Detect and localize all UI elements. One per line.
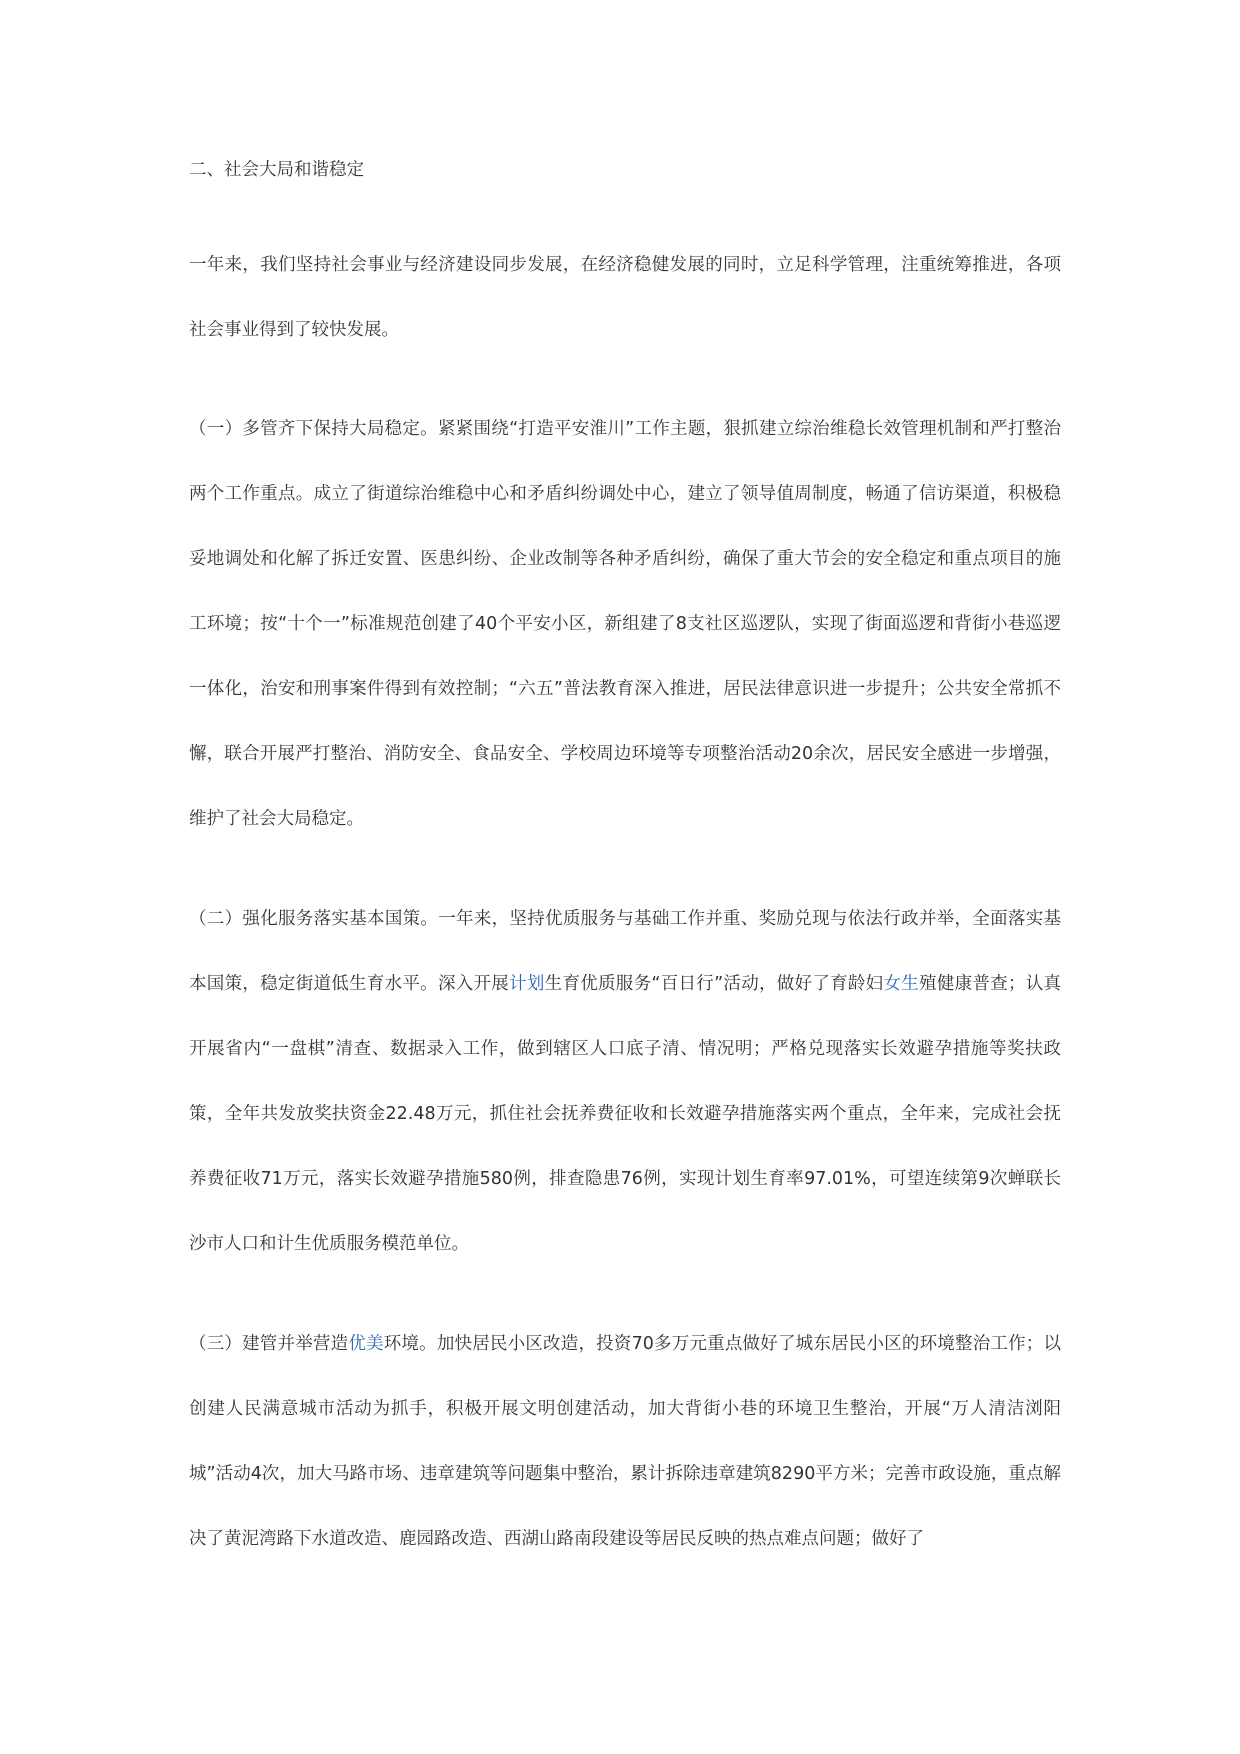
link-jihua[interactable]: 计划 bbox=[509, 974, 545, 994]
link-youmei[interactable]: 优美 bbox=[348, 1334, 384, 1354]
intro-paragraph: 一年来，我们坚持社会事业与经济建设同步发展，在经济稳健发展的同时，立足科学管理，注重统筹推进，各项社会事业得到了较快发展。 bbox=[189, 255, 1061, 340]
section-heading: 二、社会大局和谐稳定 bbox=[189, 160, 364, 180]
section3-text-1: （三）建管并举营造 bbox=[189, 1334, 349, 1354]
section2-text-3: 殖健康普查；认真开展省内“一盘棋”清查、数据录入工作，做到辖区人口底子清、情况明；严格兑现落实长效避孕措施等奖扶政策，全年共发放奖扶资金22.48万元，抓住社会抚养费征收和长效避孕措施落实两个重点，全年来，完成社会抚养费征收71万元，落实长效避孕措施580例，排查隐患76例，实现计划生育率97.01%，可望连续第9次蝉联长沙市人口和计生优质服务模范单位。 bbox=[189, 974, 1062, 1254]
link-nvsheng[interactable]: 女生 bbox=[883, 974, 920, 994]
section1-paragraph: （一）多管齐下保持大局稳定。紧紧围绕“打造平安淮川”工作主题，狠抓建立综治维稳长效管理机制和严打整治两个工作重点。成立了街道综治维稳中心和矛盾纠纷调处中心，建立了领导值周制度，畅通了信访渠道，积极稳妥地调处和化解了拆迁安置、医患纠纷、企业改制等各种矛盾纠纷，确保了重大节会的安全稳定和重点项目的施工环境；按“十个一”标准规范创建了40个平安小区，新组建了8支社区巡逻队，实现了街面巡逻和背街小巷巡逻一体化，治安和刑事案件得到有效控制；“六五”普法教育深入推进，居民法律意识进一步提升；公共安全常抓不懈，联合开展严打整治、消防安全、食品安全、学校周边环境等专项整治活动20余次，居民安全感进一步增强，维护了社会大局稳定。 bbox=[189, 419, 1061, 829]
section3-paragraph bbox=[189, 1312, 1061, 1572]
section2-text-2: 生育优质服务“百日行”活动，做好了育龄妇 bbox=[544, 974, 884, 994]
section2-paragraph bbox=[189, 887, 1061, 1277]
document-body bbox=[189, 152, 1061, 1572]
section2-text-1: （二）强化服务落实基本国策。一年来，坚持优质服务与基础工作并重、奖励兑现与依法行政并举，全面落实基本国策，稳定街道低生育水平。深入开展 bbox=[189, 909, 1061, 994]
section3-text-2: 环境。加快居民小区改造，投资70多万元重点做好了城东居民小区的环境整治工作；以创建人民满意城市活动为抓手，积极开展文明创建活动，加大背街小巷的环境卫生整治，开展“万人清洁浏阳城”活动4次，加大马路市场、违章建筑等问题集中整治，累计拆除违章建筑8290平方米；完善市政设施，重点解决了黄泥湾路下水道改造、鹿园路改造、西湖山路南段建设等居民反映的热点难点问题；做好了 bbox=[189, 1334, 1062, 1549]
